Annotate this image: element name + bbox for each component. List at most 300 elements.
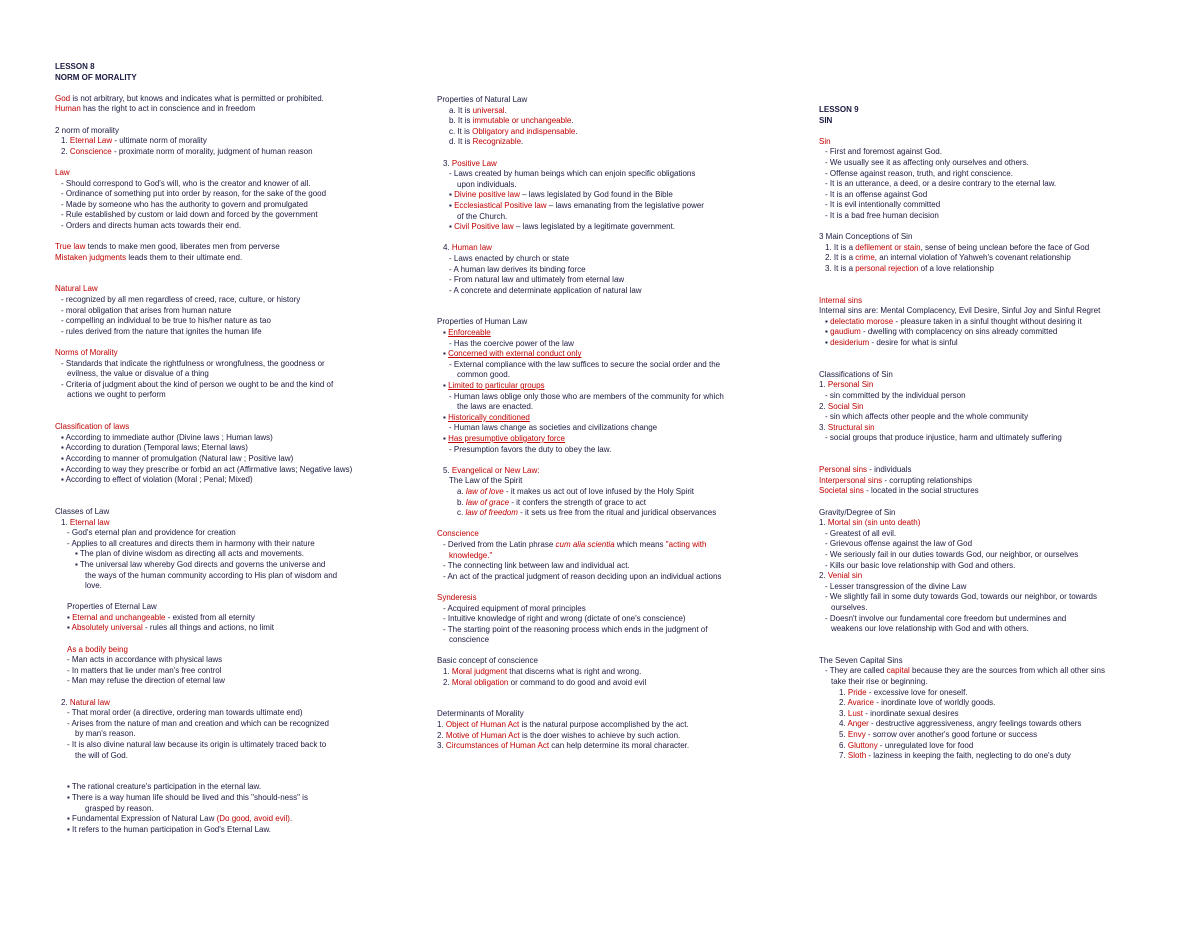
highlighted-term: Object of Human Act xyxy=(445,720,520,730)
text-line xyxy=(437,360,767,371)
text-line xyxy=(55,126,385,137)
text-line xyxy=(437,413,767,424)
highlighted-term: Envy xyxy=(847,730,866,740)
text-line xyxy=(437,169,767,180)
text-line xyxy=(819,105,1149,116)
highlighted-term: Enforceable xyxy=(448,328,491,338)
text-line xyxy=(55,422,385,433)
text-line xyxy=(55,295,385,306)
highlighted-term: Recognizable xyxy=(472,137,522,147)
line-spacer xyxy=(55,592,385,603)
text-line xyxy=(819,476,1149,487)
text-line xyxy=(437,381,767,392)
text-segment: - A human law derives its binding force xyxy=(449,264,586,274)
text-line xyxy=(819,624,1149,635)
text-segment: - Greatest of all evil. xyxy=(825,528,897,538)
text-line xyxy=(55,549,385,560)
highlighted-term: Mistaken judgments xyxy=(55,252,127,262)
text-segment: - located in the social structures xyxy=(863,486,979,496)
line-spacer xyxy=(819,497,1149,508)
highlighted-term: Structural sin xyxy=(827,422,875,432)
text-line xyxy=(55,433,385,444)
text-segment: 4. xyxy=(443,243,452,253)
text-segment: – laws emanating from the legislative power xyxy=(546,200,704,210)
text-segment: 5. xyxy=(443,465,452,475)
text-segment: - Man acts in accordance with physical laws xyxy=(67,655,223,665)
line-spacer xyxy=(55,274,385,285)
text-line xyxy=(437,254,767,265)
text-line xyxy=(819,380,1149,391)
text-line xyxy=(55,676,385,687)
text-segment: ▪ xyxy=(443,349,449,359)
line-spacer xyxy=(55,263,385,274)
text-segment: Properties of Natural Law xyxy=(437,95,528,104)
line-spacer xyxy=(437,688,767,699)
text-segment: . xyxy=(289,814,293,824)
text-segment: – laws legislated by a legitimate government. xyxy=(513,222,676,232)
text-segment: - individuals xyxy=(867,465,912,475)
text-segment: - It is evil intentionally committed xyxy=(825,200,941,210)
text-segment: or command to do good and avoid evil xyxy=(508,677,647,687)
highlighted-term: Eternal law xyxy=(69,517,110,527)
text-line xyxy=(819,147,1149,158)
text-line xyxy=(437,678,767,689)
text-line xyxy=(819,412,1149,423)
text-segment: evilness, the value or disvalue of a thing xyxy=(67,369,209,379)
line-spacer xyxy=(55,761,385,772)
line-spacer xyxy=(819,635,1149,646)
text-segment: . xyxy=(575,126,578,136)
text-segment: ▪ xyxy=(443,412,449,422)
text-segment: the ways of the human community according to His plan of wisdom and xyxy=(85,570,338,580)
text-segment: weakens our love relationship with God and with others. xyxy=(831,624,1029,634)
text-segment: - Human laws oblige only those who are members of the community for which xyxy=(449,391,724,401)
line-spacer xyxy=(437,455,767,466)
text-segment: is the natural purpose accomplished by the act. xyxy=(519,720,689,730)
highlighted-term: Has presumptive obligatory force xyxy=(448,434,566,443)
highlighted-term: delectatio morose xyxy=(830,316,894,326)
text-segment: - They are called xyxy=(825,666,887,676)
text-line xyxy=(437,339,767,350)
text-segment: ▪ According to duration (Temporal laws; Eternal laws) xyxy=(61,443,248,453)
text-segment: The Seven Capital Sins xyxy=(819,655,903,665)
text-segment: love. xyxy=(85,581,102,591)
highlighted-term: Interpersonal sins xyxy=(819,475,883,485)
highlighted-term: Anger xyxy=(847,719,869,729)
text-segment: - We slightly fail in some duty towards God, towards our neighbor, or towards xyxy=(825,592,1097,602)
text-line xyxy=(55,284,385,295)
text-segment: - Grievous offense against the law of God xyxy=(825,539,973,549)
text-segment: - Acquired equipment of moral principles xyxy=(443,603,586,613)
text-line xyxy=(55,94,385,105)
text-segment: - it sets us free from the ritual and juridical observances xyxy=(517,508,717,518)
text-line xyxy=(55,740,385,751)
text-segment: - Rule established by custom or laid down and forced by the government xyxy=(61,210,318,220)
line-spacer xyxy=(437,148,767,159)
text-segment: - ultimate norm of morality xyxy=(112,136,207,146)
text-line xyxy=(819,529,1149,540)
text-segment: ▪ xyxy=(67,612,73,622)
highlighted-term: Personal sins xyxy=(819,465,868,475)
text-line xyxy=(819,327,1149,338)
text-segment: 2. xyxy=(819,571,828,581)
text-segment: - Intuitive knowledge of right and wrong (dictate of one's conscience) xyxy=(443,614,686,624)
highlighted-term: universal xyxy=(472,105,505,115)
text-line xyxy=(55,708,385,719)
text-segment: 1. xyxy=(839,687,848,697)
line-spacer xyxy=(819,444,1149,455)
text-segment: , an internal violation of Yahweh's covenant relationship xyxy=(874,253,1071,263)
text-line xyxy=(437,540,767,551)
text-segment: - Laws enacted by church or state xyxy=(449,253,570,263)
text-line xyxy=(819,518,1149,529)
highlighted-term: gaudium xyxy=(830,327,861,337)
text-segment: 3. xyxy=(437,741,446,751)
text-line xyxy=(819,137,1149,148)
text-line xyxy=(819,571,1149,582)
text-line xyxy=(55,645,385,656)
text-line xyxy=(819,317,1149,328)
text-segment: 3. xyxy=(819,422,828,432)
text-segment: - laziness in keeping the faith, neglecting to do one's duty xyxy=(866,751,1071,761)
line-spacer xyxy=(819,285,1149,296)
text-line xyxy=(55,518,385,529)
text-line xyxy=(819,561,1149,572)
text-line xyxy=(819,338,1149,349)
text-segment: 2 norm of morality xyxy=(55,125,120,135)
text-segment: 1. xyxy=(61,136,70,146)
text-line xyxy=(55,306,385,317)
highlighted-term: Ecclesiastical Positive law xyxy=(454,200,547,210)
text-line xyxy=(437,275,767,286)
text-line xyxy=(819,296,1149,307)
text-line xyxy=(819,614,1149,625)
text-segment: leads them to their ultimate end. xyxy=(126,252,243,262)
text-line xyxy=(55,655,385,666)
text-line xyxy=(437,265,767,276)
text-line xyxy=(819,698,1149,709)
highlighted-term: "acting with xyxy=(665,539,707,549)
text-segment: 3 Main Conceptions of Sin xyxy=(819,232,913,242)
text-segment: tends to make men good, liberates men from perverse xyxy=(85,242,280,252)
text-segment: - External compliance with the law suffices to secure the social order and the xyxy=(449,359,721,369)
text-line xyxy=(55,104,385,115)
text-line xyxy=(819,688,1149,699)
highlighted-term: Concerned with external conduct only xyxy=(448,349,582,359)
text-segment: b. xyxy=(457,497,466,507)
text-segment: Properties of Human Law xyxy=(437,317,528,327)
line-spacer xyxy=(55,157,385,168)
text-segment: 1. xyxy=(443,667,452,677)
highlighted-term: Positive Law xyxy=(451,158,497,168)
text-segment: 1. xyxy=(61,517,70,527)
text-segment: - unregulated love for food xyxy=(877,740,974,750)
text-line xyxy=(437,720,767,731)
text-segment: d. It is xyxy=(449,137,473,147)
text-segment: - Derived from the Latin phrase xyxy=(443,539,556,549)
text-segment: because they are the sources from which all other sins xyxy=(909,666,1106,676)
text-line xyxy=(437,508,767,519)
text-line xyxy=(55,507,385,518)
text-segment: ▪ xyxy=(449,190,455,200)
text-segment: - moral obligation that arises from human nature xyxy=(61,305,232,315)
text-segment: - recognized by all men regardless of creed, race, culture, or history xyxy=(61,295,301,305)
text-line xyxy=(819,666,1149,677)
text-line xyxy=(437,709,767,720)
text-segment: - social groups that produce injustice, harm and ultimately suffering xyxy=(825,433,1062,443)
line-spacer xyxy=(819,275,1149,286)
text-segment: - sin committed by the individual person xyxy=(825,391,966,401)
text-line xyxy=(819,656,1149,667)
highlighted-term: Mortal sin (sin unto death) xyxy=(827,518,921,528)
text-segment: - Doesn't involve our fundamental core freedom but undermines and xyxy=(825,613,1067,623)
text-line xyxy=(55,571,385,582)
text-line xyxy=(437,212,767,223)
text-line xyxy=(55,359,385,370)
highlighted-term: Eternal and unchangeable xyxy=(72,612,166,622)
text-segment: - Applies to all creatures and directs them in harmony with their nature xyxy=(67,538,315,548)
text-segment: - In matters that lie under man's free control xyxy=(67,665,222,675)
text-segment: that discerns what is right and wrong. xyxy=(507,667,642,677)
text-segment: ▪ xyxy=(449,222,455,232)
text-line xyxy=(437,243,767,254)
line-spacer xyxy=(55,115,385,126)
highlighted-term: Motive of Human Act xyxy=(445,730,520,740)
text-line xyxy=(819,243,1149,254)
highlighted-term: Moral obligation xyxy=(451,677,509,687)
line-spacer xyxy=(819,455,1149,466)
text-segment: 7. xyxy=(839,751,848,761)
text-line xyxy=(819,179,1149,190)
text-line xyxy=(437,222,767,233)
text-segment: - sorrow over another's good fortune or success xyxy=(865,730,1038,740)
text-segment: - From natural law and ultimately from eternal law xyxy=(449,275,625,285)
text-segment: LESSON 9 xyxy=(819,105,859,114)
text-segment: - desire for what is sinful xyxy=(869,338,958,348)
text-line xyxy=(437,201,767,212)
text-segment: ▪ xyxy=(825,327,831,337)
text-segment: - dwelling with complacency on sins already committed xyxy=(860,327,1058,337)
text-line xyxy=(819,465,1149,476)
text-segment: Gravity/Degree of Sin xyxy=(819,507,896,517)
text-segment: - Human laws change as societies and civilizations change xyxy=(449,423,658,433)
text-segment: 2. xyxy=(443,677,452,687)
line-spacer xyxy=(819,349,1149,360)
highlighted-term: Gluttony xyxy=(847,740,878,750)
text-line xyxy=(55,147,385,158)
highlighted-term: immutable or unchangeable xyxy=(472,116,572,126)
text-line xyxy=(437,466,767,477)
highlighted-term: Circumstances of Human Act xyxy=(445,741,550,751)
text-line xyxy=(819,391,1149,402)
text-segment: 1. xyxy=(819,518,828,528)
highlighted-term: Divine positive law xyxy=(454,190,520,200)
text-line xyxy=(437,529,767,540)
text-segment: is the doer wishes to achieve by such action. xyxy=(519,730,681,740)
text-line xyxy=(437,190,767,201)
text-segment: take their rise or beginning. xyxy=(831,677,928,687)
text-segment: The Law of the Spirit xyxy=(449,476,523,486)
text-line xyxy=(55,369,385,380)
text-line xyxy=(55,136,385,147)
line-spacer xyxy=(819,222,1149,233)
text-segment: is not arbitrary, but knows and indicates what is permitted or prohibited. xyxy=(70,93,324,103)
text-segment: a. xyxy=(457,486,466,496)
highlighted-term: Natural Law xyxy=(55,284,98,294)
highlighted-term: Eternal Law xyxy=(69,136,113,146)
text-segment: 1. It is a xyxy=(825,242,856,252)
text-line xyxy=(55,782,385,793)
text-segment: by man's reason. xyxy=(75,729,136,739)
text-segment: - Arises from the nature of man and creation and which can be recognized xyxy=(67,718,329,728)
highlighted-term: Personal Sin xyxy=(827,380,874,390)
text-segment: - rules derived from the nature that ignites the human life xyxy=(61,326,262,336)
text-segment: NORM OF MORALITY xyxy=(55,72,137,82)
text-line xyxy=(819,402,1149,413)
highlighted-term: defilement or stain xyxy=(855,242,921,252)
text-line xyxy=(437,604,767,615)
text-segment: - Presumption favors the duty to obey the law. xyxy=(449,444,612,454)
text-segment: - Kills our basic love relationship with God and others. xyxy=(825,560,1016,570)
text-segment: - existed from all eternity xyxy=(165,612,255,622)
text-segment: - That moral order (a directive, ordering man towards ultimate end) xyxy=(67,708,303,718)
highlighted-term: Sloth xyxy=(847,751,867,761)
highlighted-term: Evangelical or New Law: xyxy=(451,465,540,475)
text-segment: - excessive love for oneself. xyxy=(866,687,968,697)
text-line xyxy=(819,190,1149,201)
text-line xyxy=(819,486,1149,497)
text-segment: LESSON 8 xyxy=(55,62,95,71)
highlighted-term: True law xyxy=(55,242,86,252)
text-line xyxy=(437,572,767,583)
text-segment: - Orders and directs human acts towards their end. xyxy=(61,220,242,230)
highlighted-term: Historically conditioned xyxy=(448,412,530,422)
text-line xyxy=(819,677,1149,688)
text-line xyxy=(55,729,385,740)
text-segment: - First and foremost against God. xyxy=(825,147,942,157)
text-line xyxy=(55,189,385,200)
text-segment: - The connecting link between law and individual act. xyxy=(443,561,630,571)
text-segment: can help determine its moral character. xyxy=(549,741,690,751)
text-line xyxy=(819,232,1149,243)
text-line xyxy=(437,127,767,138)
text-line xyxy=(55,539,385,550)
highlighted-term: Absolutely universal xyxy=(71,623,143,633)
text-segment: - Lesser transgression of the divine Law xyxy=(825,581,967,591)
line-spacer xyxy=(55,772,385,783)
text-segment: 4. xyxy=(839,719,848,729)
text-line xyxy=(819,433,1149,444)
text-line xyxy=(437,551,767,562)
text-segment: - It is an utterance, a deed, or a desire contrary to the eternal law. xyxy=(825,179,1057,189)
text-line xyxy=(437,328,767,339)
line-spacer xyxy=(437,296,767,307)
text-line xyxy=(55,327,385,338)
highlighted-term: Limited to particular groups xyxy=(448,381,545,391)
text-segment: - pleasure taken in a sinful thought without desiring it xyxy=(893,316,1082,326)
text-segment: the will of God. xyxy=(75,750,128,760)
text-segment: common good. xyxy=(457,370,510,380)
highlighted-term: Obligatory and indispensable xyxy=(472,126,576,136)
text-line xyxy=(55,825,385,836)
highlighted-term: crime xyxy=(855,253,875,263)
text-segment: ▪ xyxy=(449,200,455,210)
text-line xyxy=(55,751,385,762)
line-spacer xyxy=(437,519,767,530)
text-segment: 2. xyxy=(839,698,848,708)
line-spacer xyxy=(55,83,385,94)
text-line xyxy=(55,666,385,677)
text-segment: 2. It is a xyxy=(825,253,856,263)
highlighted-term: Social Sin xyxy=(827,401,864,411)
highlighted-term: Societal sins xyxy=(819,486,864,496)
text-line xyxy=(437,731,767,742)
text-line xyxy=(437,423,767,434)
text-line xyxy=(55,698,385,709)
highlighted-term: As a bodily being xyxy=(67,644,128,654)
highlighted-term: Natural law xyxy=(69,697,110,707)
text-segment: . xyxy=(521,137,524,147)
text-line xyxy=(55,443,385,454)
text-line xyxy=(55,613,385,624)
text-segment: ▪ The universal law whereby God directs and governs the universe and xyxy=(75,559,326,569)
highlighted-term: Human law xyxy=(451,243,492,253)
text-line xyxy=(55,793,385,804)
line-spacer xyxy=(437,233,767,244)
highlighted-term: desiderium xyxy=(830,338,870,348)
text-segment: which means xyxy=(614,539,666,549)
text-segment: 5. xyxy=(839,730,848,740)
column-lesson-9 xyxy=(819,105,1149,762)
text-line xyxy=(437,498,767,509)
text-line xyxy=(819,370,1149,381)
line-spacer xyxy=(55,486,385,497)
text-segment: - It is an offense against God xyxy=(825,189,928,199)
line-spacer xyxy=(55,337,385,348)
text-line xyxy=(819,508,1149,519)
highlighted-term: Law xyxy=(55,167,70,177)
text-line xyxy=(437,106,767,117)
text-segment: c. xyxy=(457,508,466,518)
line-spacer xyxy=(819,126,1149,137)
text-line xyxy=(55,179,385,190)
highlighted-term: law of freedom xyxy=(465,508,518,518)
highlighted-term: Venial sin xyxy=(827,571,863,581)
text-segment: – laws legislated by God found in the Bible xyxy=(519,190,673,200)
text-line xyxy=(55,719,385,730)
text-line xyxy=(819,539,1149,550)
text-line xyxy=(55,348,385,359)
text-line xyxy=(55,200,385,211)
text-line xyxy=(55,380,385,391)
highlighted-term: capital xyxy=(886,666,910,676)
text-line xyxy=(437,159,767,170)
text-segment: - Should correspond to God's will, who is the creator and knower of all. xyxy=(61,178,311,188)
line-spacer xyxy=(437,582,767,593)
text-line xyxy=(437,392,767,403)
text-segment: - it confers the strength of grace to act xyxy=(509,497,647,507)
text-line xyxy=(55,602,385,613)
text-segment: - Offense against reason, truth, and right conscience. xyxy=(825,168,1013,178)
text-segment: - sin which affects other people and the whole community xyxy=(825,412,1029,422)
text-segment: - rules all things and actions, no limit xyxy=(142,623,274,633)
text-segment: - inordinate love of worldly goods. xyxy=(873,698,996,708)
text-line xyxy=(437,476,767,487)
highlighted-term: (Do good, avoid evil) xyxy=(216,814,290,824)
text-line xyxy=(819,116,1149,127)
text-line xyxy=(55,242,385,253)
text-segment: - We usually see it as affecting only ourselves and others. xyxy=(825,157,1029,167)
